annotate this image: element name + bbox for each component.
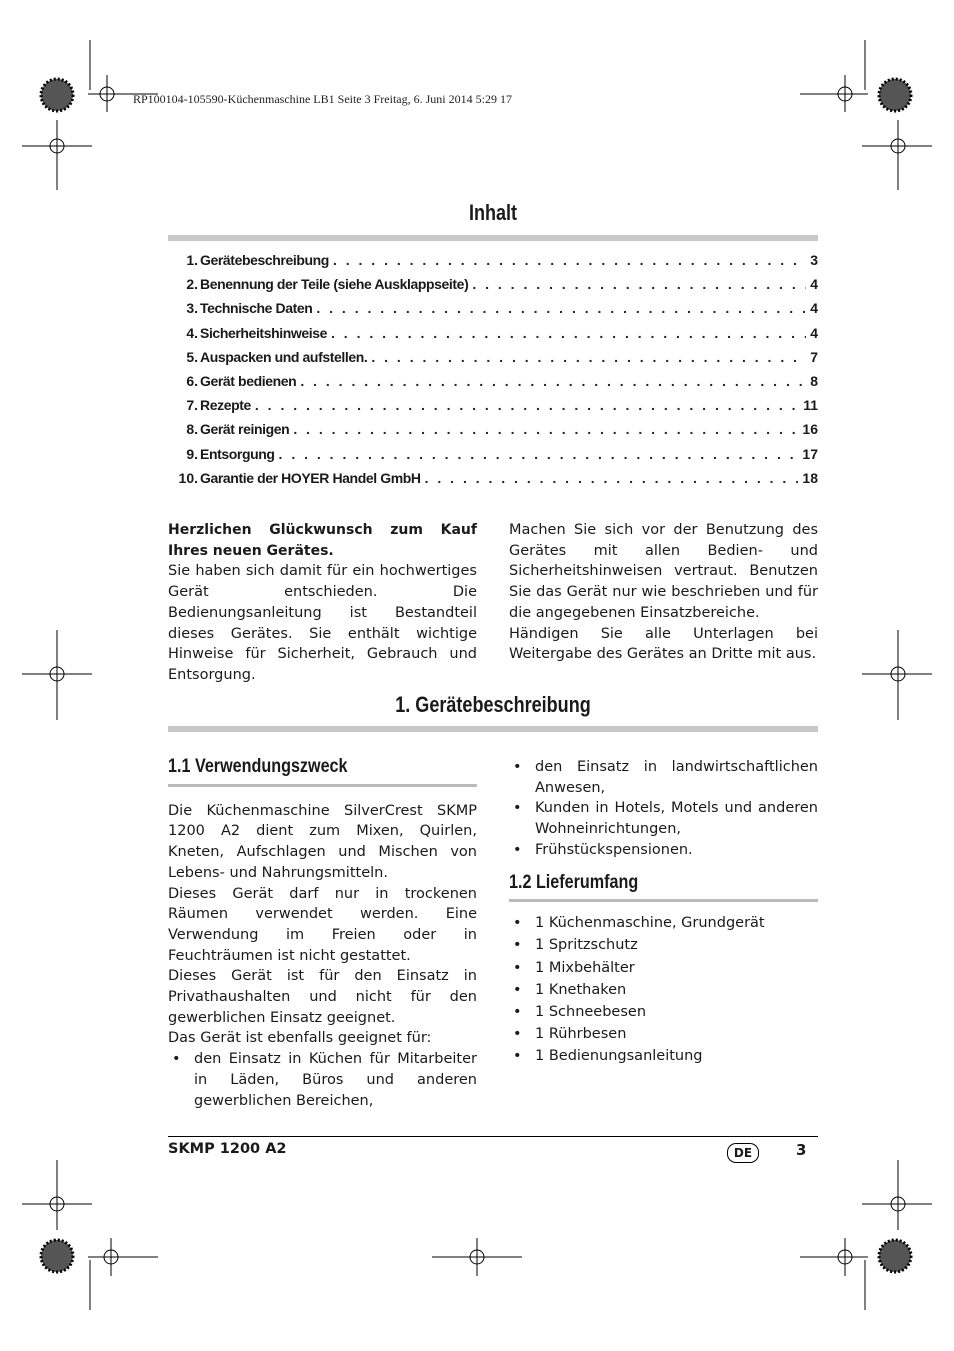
language-badge: DE [727, 1143, 759, 1163]
intro-left-text: Sie haben sich damit für ein hochwertiges Gerät entschieden. Die Bedienungsanleitung ist Bestandteil dieses Gerätes. Sie enthält wichtige Hinweise für Sicherheit, Gebrauch und Entsorgung. [168, 563, 477, 683]
toc-leader-dots [371, 349, 806, 365]
toc-entry [168, 276, 818, 300]
toc-leader-dots [472, 276, 806, 292]
toc-entry-number: 8. [186, 421, 198, 438]
toc-leader-dots [425, 470, 799, 486]
section-left-column [168, 757, 477, 1111]
toc-entry [168, 325, 818, 349]
table-of-contents [168, 252, 818, 494]
toc-leader-dots [255, 397, 799, 413]
crosshair-icon [862, 1186, 932, 1222]
toc-entry-title: Gerät bedienen [200, 372, 297, 389]
toc-entry-page: 4 [810, 300, 818, 317]
usage-list-left [168, 1049, 477, 1111]
starburst-target-icon [41, 1240, 73, 1272]
page-number: 3 [796, 1141, 807, 1159]
toc-entry-number: 2. [186, 276, 198, 293]
toc-leader-dots [279, 446, 799, 462]
intro-right-column [509, 520, 818, 665]
toc-entry-title: Benennung der Teile (siehe Ausklappseite) [200, 276, 469, 293]
subsection-heading-lieferumfang: 1.2 Lieferumfang [509, 871, 639, 893]
starburst-target-icon [879, 79, 911, 111]
section-heading-rule [168, 726, 818, 732]
toc-entry [168, 470, 818, 494]
usage-list-right [509, 757, 818, 861]
section-right-column [509, 757, 818, 1068]
crosshair-icon [22, 1186, 92, 1222]
list-item: • 1 Bedienungsanleitung [509, 1045, 818, 1067]
list-item: • 1 Küchenmaschine, Grundgerät [509, 912, 818, 934]
paragraph: Die Küchenmaschine SilverCrest SKMP 1200 A2 dient zum Mixen, Quirlen, Kneten, Aufschlagen und Mischen von Lebens- und Nahrungsmitteln. [168, 802, 477, 881]
toc-entry-page: 4 [810, 324, 818, 341]
toc-entry-number: 3. [186, 300, 198, 317]
toc-entry-page: 11 [803, 397, 818, 414]
list-item: • 1 Knethaken [509, 979, 818, 1001]
intro-right-text-1: Machen Sie sich vor der Benutzung des Gerätes mit allen Bedien- und Sicherheitshinweisen vertraut. Benutzen Sie das Gerät nur wie beschrieben und für die angegebenen Einsatzbereiche. [509, 522, 818, 621]
toc-entry-page: 4 [810, 276, 818, 293]
toc-entry-number: 7. [186, 397, 198, 414]
intro-right-text-2: Händigen Sie alle Unterlagen bei Weitergabe des Gerätes an Dritte mit aus. [509, 625, 818, 663]
toc-entry-title: Sicherheitshinweise [200, 324, 328, 341]
crosshair-icon [862, 656, 932, 692]
crosshair-icon [800, 75, 868, 112]
starburst-target-icon [41, 79, 73, 111]
subsection-heading-verwendungszweck: 1.1 Verwendungszweck [168, 756, 348, 777]
list-item: • den Einsatz in landwirtschaftlichen Anwesen, [509, 757, 818, 798]
paragraph: Das Gerät ist ebenfalls geeignet für: [168, 1030, 432, 1047]
list-item: • Kunden in Hotels, Motels und anderen Wohneinrichtungen, [509, 798, 818, 839]
toc-leader-dots [293, 421, 798, 437]
toc-entry-title: Rezepte [200, 397, 251, 414]
toc-entry-number: 6. [186, 372, 198, 389]
crosshair-icon [88, 1238, 158, 1276]
toc-entry-number: 5. [186, 348, 198, 365]
toc-leader-dots [333, 252, 806, 268]
footer-model: SKMP 1200 A2 [168, 1141, 287, 1157]
paragraph: Dieses Gerät darf nur in trockenen Räumen verwendet werden. Eine Verwendung im Freien oder in Feuchträumen ist nicht gestattet. [168, 885, 477, 964]
toc-entry [168, 349, 818, 373]
toc-entry-page: 18 [802, 469, 818, 486]
section-heading: 1. Gerätebeschreibung [395, 692, 591, 717]
paragraph: Dieses Gerät ist für den Einsatz in Privathaushalten und nicht für den gewerblichen Einsatz geeignet. [168, 968, 477, 1026]
toc-entry-number: 9. [186, 445, 198, 462]
toc-leader-dots [300, 373, 806, 389]
intro-left-column [168, 520, 477, 686]
crosshair-icon [800, 1238, 868, 1276]
delivery-list [509, 912, 818, 1067]
crosshair-icon [22, 128, 92, 165]
list-item: • 1 Rührbesen [509, 1023, 818, 1045]
subsection-rule [168, 784, 477, 787]
toc-entry-title: Auspacken und aufstellen. [200, 348, 368, 365]
toc-leader-dots [316, 300, 806, 316]
toc-entry-number: 4. [186, 324, 198, 341]
toc-entry-title: Entsorgung [200, 445, 275, 462]
starburst-target-icon [879, 1240, 911, 1272]
toc-entry-number: 1. [186, 252, 198, 268]
toc-entry-page: 3 [810, 252, 818, 268]
toc-entry-title: Gerätebeschreibung [200, 252, 329, 268]
toc-entry-page: 7 [810, 348, 818, 365]
crosshair-icon [22, 656, 92, 692]
crosshair-icon [432, 1238, 522, 1276]
toc-entry-page: 8 [810, 372, 818, 389]
toc-entry [168, 373, 818, 397]
footer-rule [168, 1136, 818, 1137]
toc-entry [168, 300, 818, 324]
list-item: • 1 Mixbehälter [509, 957, 818, 979]
toc-leader-dots [331, 325, 806, 341]
crosshair-icon [862, 128, 932, 165]
list-item: • 1 Schneebesen [509, 1001, 818, 1023]
list-item: • Frühstückspensionen. [509, 840, 818, 861]
toc-entry-title: Gerät reinigen [200, 421, 290, 438]
toc-entry [168, 421, 818, 445]
toc-entry-page: 16 [802, 421, 818, 438]
list-item: • 1 Spritzschutz [509, 934, 818, 956]
list-item: • den Einsatz in Küchen für Mitarbeiter in Läden, Büros und anderen gewerblichen Bereichen, [168, 1049, 477, 1111]
toc-entry [168, 446, 818, 470]
toc-entry-number: 10. [178, 469, 198, 486]
subsection-rule [509, 899, 818, 902]
toc-entry-page: 17 [802, 445, 818, 462]
toc-entry [168, 397, 818, 421]
toc-heading-rule [168, 235, 818, 241]
toc-entry-title: Technische Daten [200, 300, 313, 317]
toc-entry [168, 252, 818, 276]
print-header: RP100104-105590-Küchenmaschine LB1 Seite 3 Freitag, 6. Juni 2014 5:29 17 [133, 92, 512, 106]
intro-lead: Herzlichen Glückwunsch zum Kauf Ihres neuen Gerätes. [168, 522, 477, 559]
toc-entry-title: Garantie der HOYER Handel GmbH [200, 469, 421, 486]
toc-heading: Inhalt [468, 200, 518, 225]
